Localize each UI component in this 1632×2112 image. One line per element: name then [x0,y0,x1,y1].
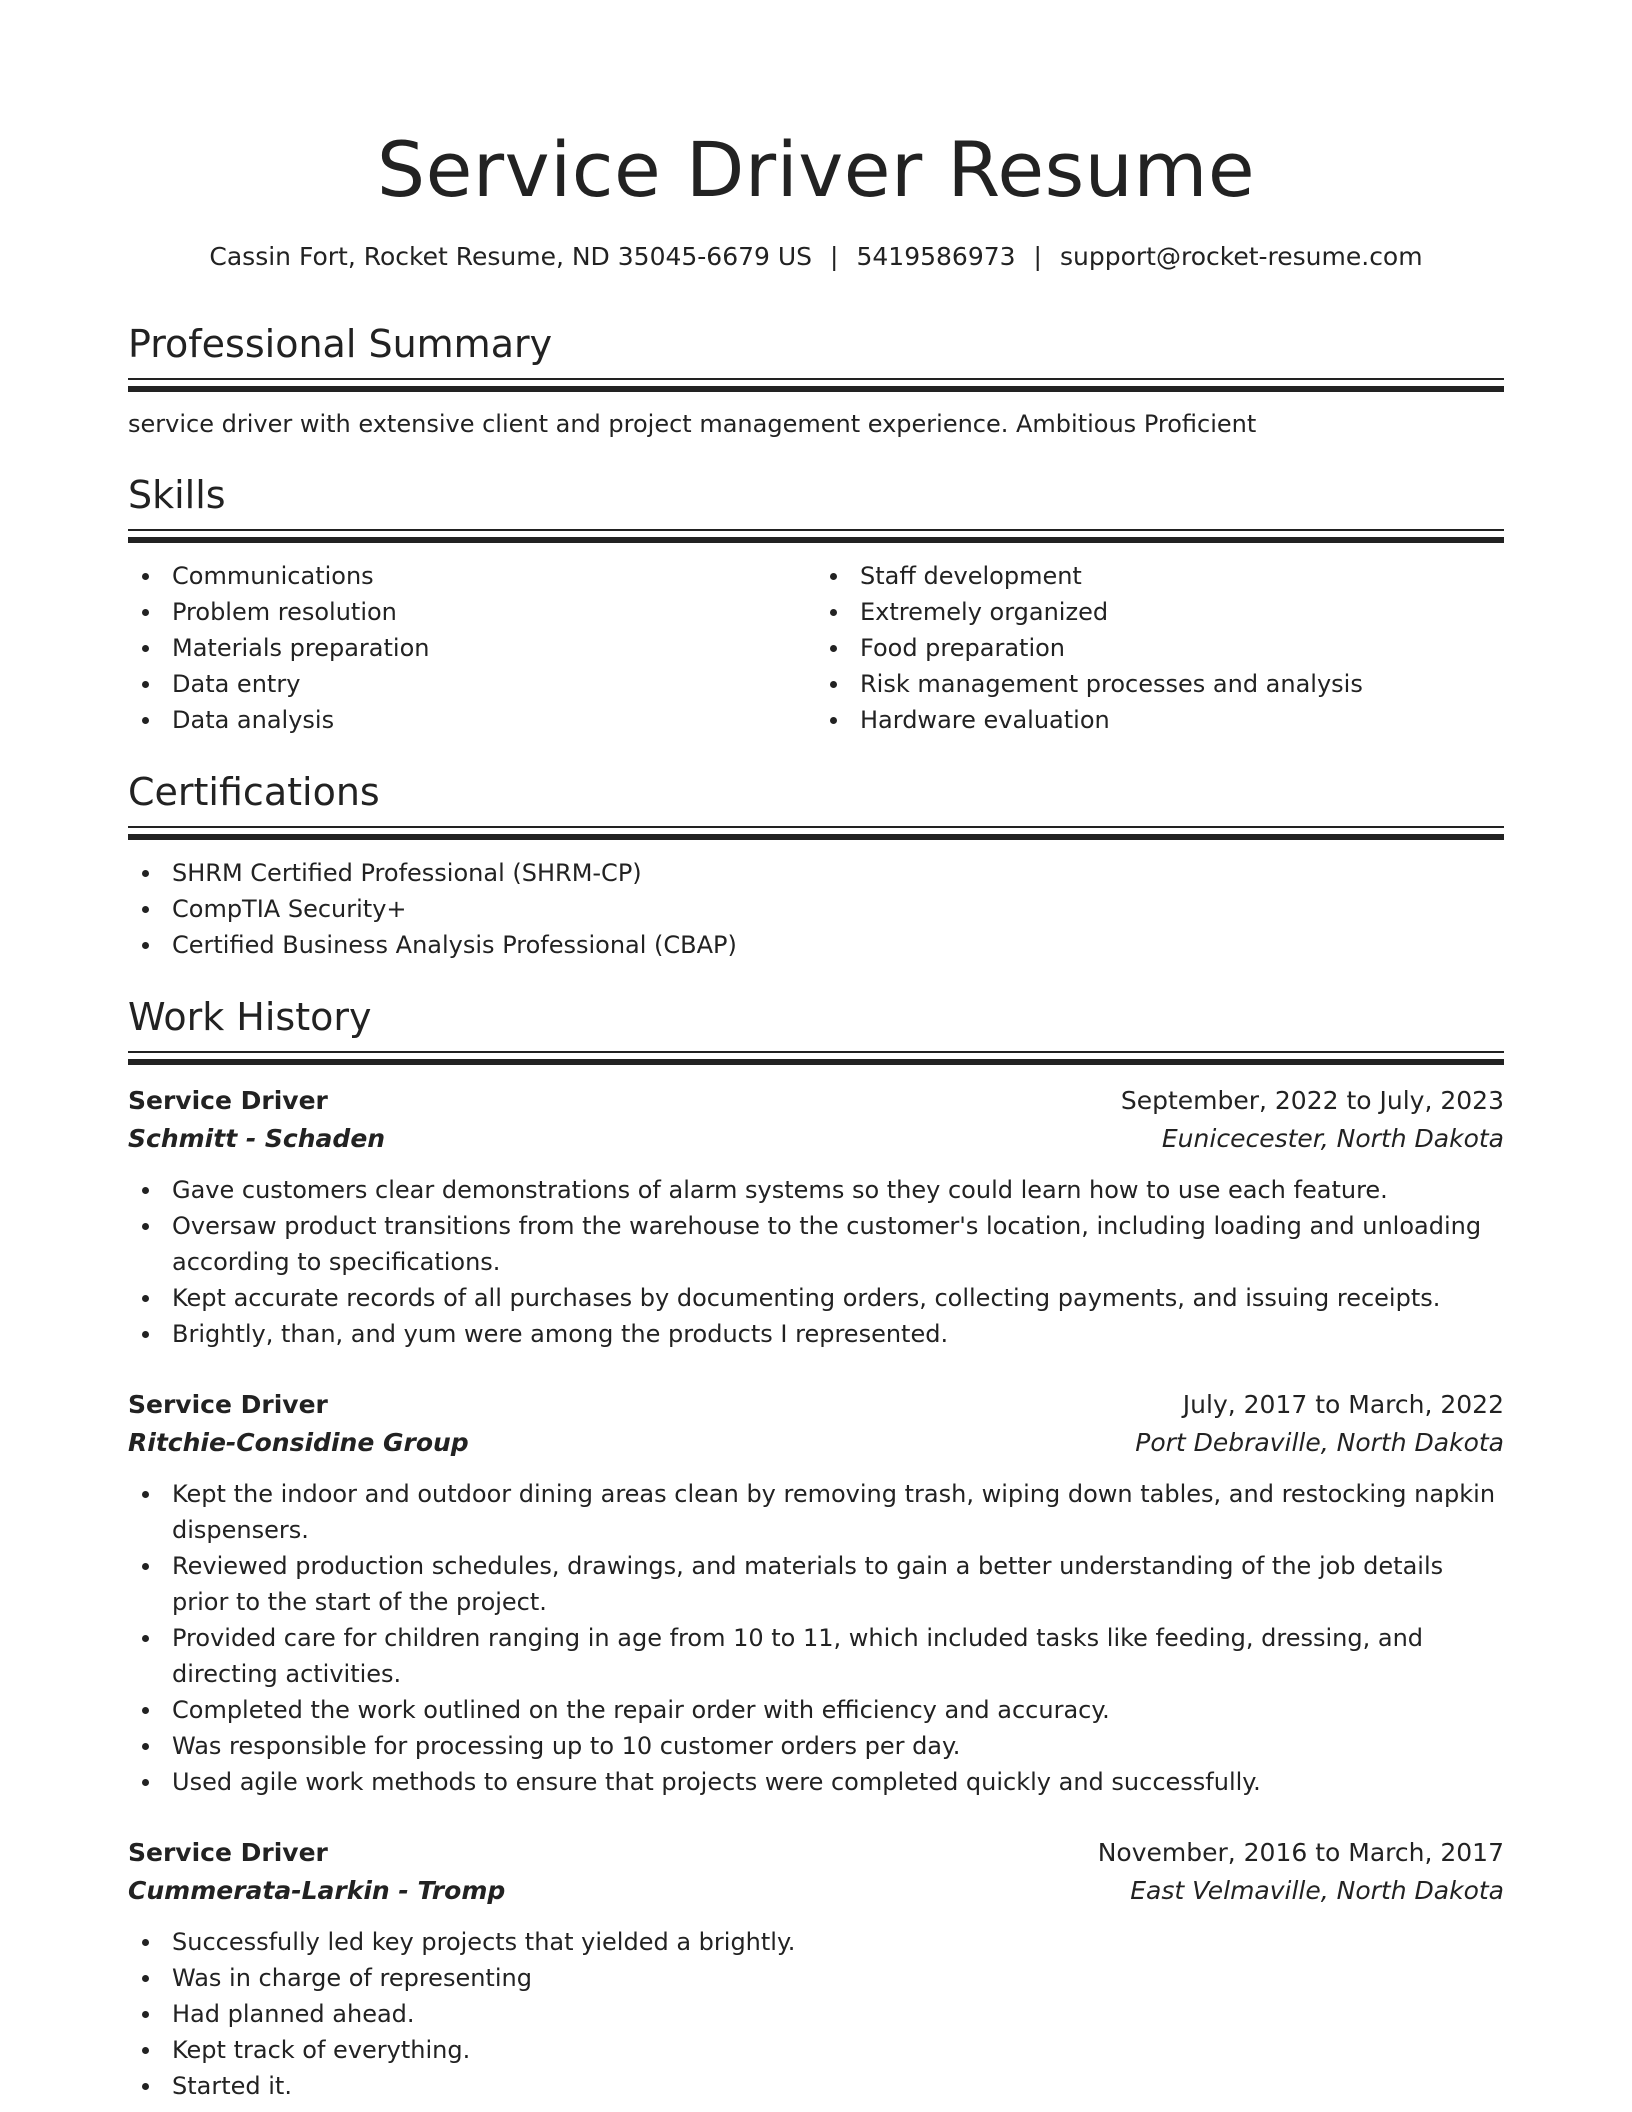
skill-item: Communications [128,558,816,594]
skill-item: Staff development [816,558,1504,594]
contact-phone: 5419586973 [856,242,1016,271]
skills-grid [128,558,1504,738]
job-company: Cummerata-Larkin - Tromp [128,1876,506,1905]
job-bullet: Provided care for children ranging in age from 10 to 11, which included tasks like feeding, dressing, and directing activities. [128,1620,1504,1692]
job-bullet: Brightly, than, and yum were among the products I represented. [128,1316,1504,1352]
job-location: Port Debraville, North Dakota [1135,1428,1504,1457]
contact-line [128,240,1504,274]
job-title: Service Driver [128,1086,328,1115]
certifications-section [128,768,1504,963]
job-bullet: Successfully led key projects that yielded a brightly. [128,1924,1504,1960]
skills-list-right [816,558,1504,738]
section-divider [128,378,1504,393]
skills-list-left [128,558,816,738]
job-employer-row [128,1120,1504,1158]
job-location: East Velmaville, North Dakota [1130,1876,1504,1905]
job-bullet: Was in charge of representing [128,1960,1504,1996]
job-title: Service Driver [128,1390,328,1419]
resume-title: Service Driver Resume [376,125,1256,214]
section-divider [128,826,1504,841]
contact-address: Cassin Fort, Rocket Resume, ND 35045-6679 US [209,242,813,271]
job-employer-row [128,1424,1504,1462]
job-header-row [128,1082,1504,1120]
skills-section [128,471,1504,738]
job-bullet: Gave customers clear demonstrations of alarm systems so they could learn how to use each feature. [128,1172,1504,1208]
contact-separator: | [1033,242,1042,271]
skill-item: Data entry [128,666,816,702]
job-entry [128,1834,1504,2104]
job-title: Service Driver [128,1838,328,1867]
job-bullet-list [128,1924,1504,2104]
job-location: Eunicecester, North Dakota [1161,1124,1504,1153]
job-bullet: Had planned ahead. [128,1996,1504,2032]
job-dates: July, 2017 to March, 2022 [1182,1390,1504,1419]
job-employer-row [128,1872,1504,1910]
certification-item: SHRM Certified Professional (SHRM-CP) [128,855,1504,891]
contact-email[interactable]: support@rocket-resume.com [1059,242,1423,271]
job-bullet-list [128,1172,1504,1352]
certification-item: CompTIA Security+ [128,891,1504,927]
certifications-list [128,855,1504,963]
job-header-row [128,1386,1504,1424]
section-heading-skills: Skills [128,473,226,517]
job-bullet-list [128,1476,1504,1800]
certification-item: Certified Business Analysis Professional (CBAP) [128,927,1504,963]
job-entry [128,1082,1504,1352]
job-bullet: Oversaw product transitions from the warehouse to the customer's location, including loading and unloading according to specifications. [128,1208,1504,1280]
job-bullet: Completed the work outlined on the repair order with efficiency and accuracy. [128,1692,1504,1728]
job-entry [128,1386,1504,1800]
skill-item: Problem resolution [128,594,816,630]
skill-item: Extremely organized [816,594,1504,630]
section-divider [128,1051,1504,1066]
job-dates: November, 2016 to March, 2017 [1097,1838,1504,1867]
job-bullet: Kept track of everything. [128,2032,1504,2068]
section-heading-work-history: Work History [128,995,372,1039]
work-history-section [128,993,1504,2104]
job-company: Ritchie-Considine Group [128,1428,469,1457]
skill-item: Hardware evaluation [816,702,1504,738]
job-bullet: Started it. [128,2068,1504,2104]
professional-summary-section [128,320,1504,441]
contact-separator: | [830,242,839,271]
job-bullet: Was responsible for processing up to 10 customer orders per day. [128,1728,1504,1764]
job-bullet: Kept accurate records of all purchases by documenting orders, collecting payments, and issuing receipts. [128,1280,1504,1316]
job-bullet: Kept the indoor and outdoor dining areas clean by removing trash, wiping down tables, and restocking napkin dispensers. [128,1476,1504,1548]
section-heading-certifications: Certifications [128,770,380,814]
skill-item: Materials preparation [128,630,816,666]
job-bullet: Reviewed production schedules, drawings, and materials to gain a better understanding of the job details prior to the start of the project. [128,1548,1504,1620]
skill-item: Data analysis [128,702,816,738]
job-dates: September, 2022 to July, 2023 [1120,1086,1504,1115]
summary-text: service driver with extensive client and project management experience. Ambitious Proficient [128,410,1257,438]
job-header-row [128,1834,1504,1872]
skill-item: Risk management processes and analysis [816,666,1504,702]
job-company: Schmitt - Schaden [128,1124,386,1153]
section-heading-summary: Professional Summary [128,322,553,366]
job-bullet: Used agile work methods to ensure that projects were completed quickly and successfully. [128,1764,1504,1800]
skill-item: Food preparation [816,630,1504,666]
section-divider [128,529,1504,544]
